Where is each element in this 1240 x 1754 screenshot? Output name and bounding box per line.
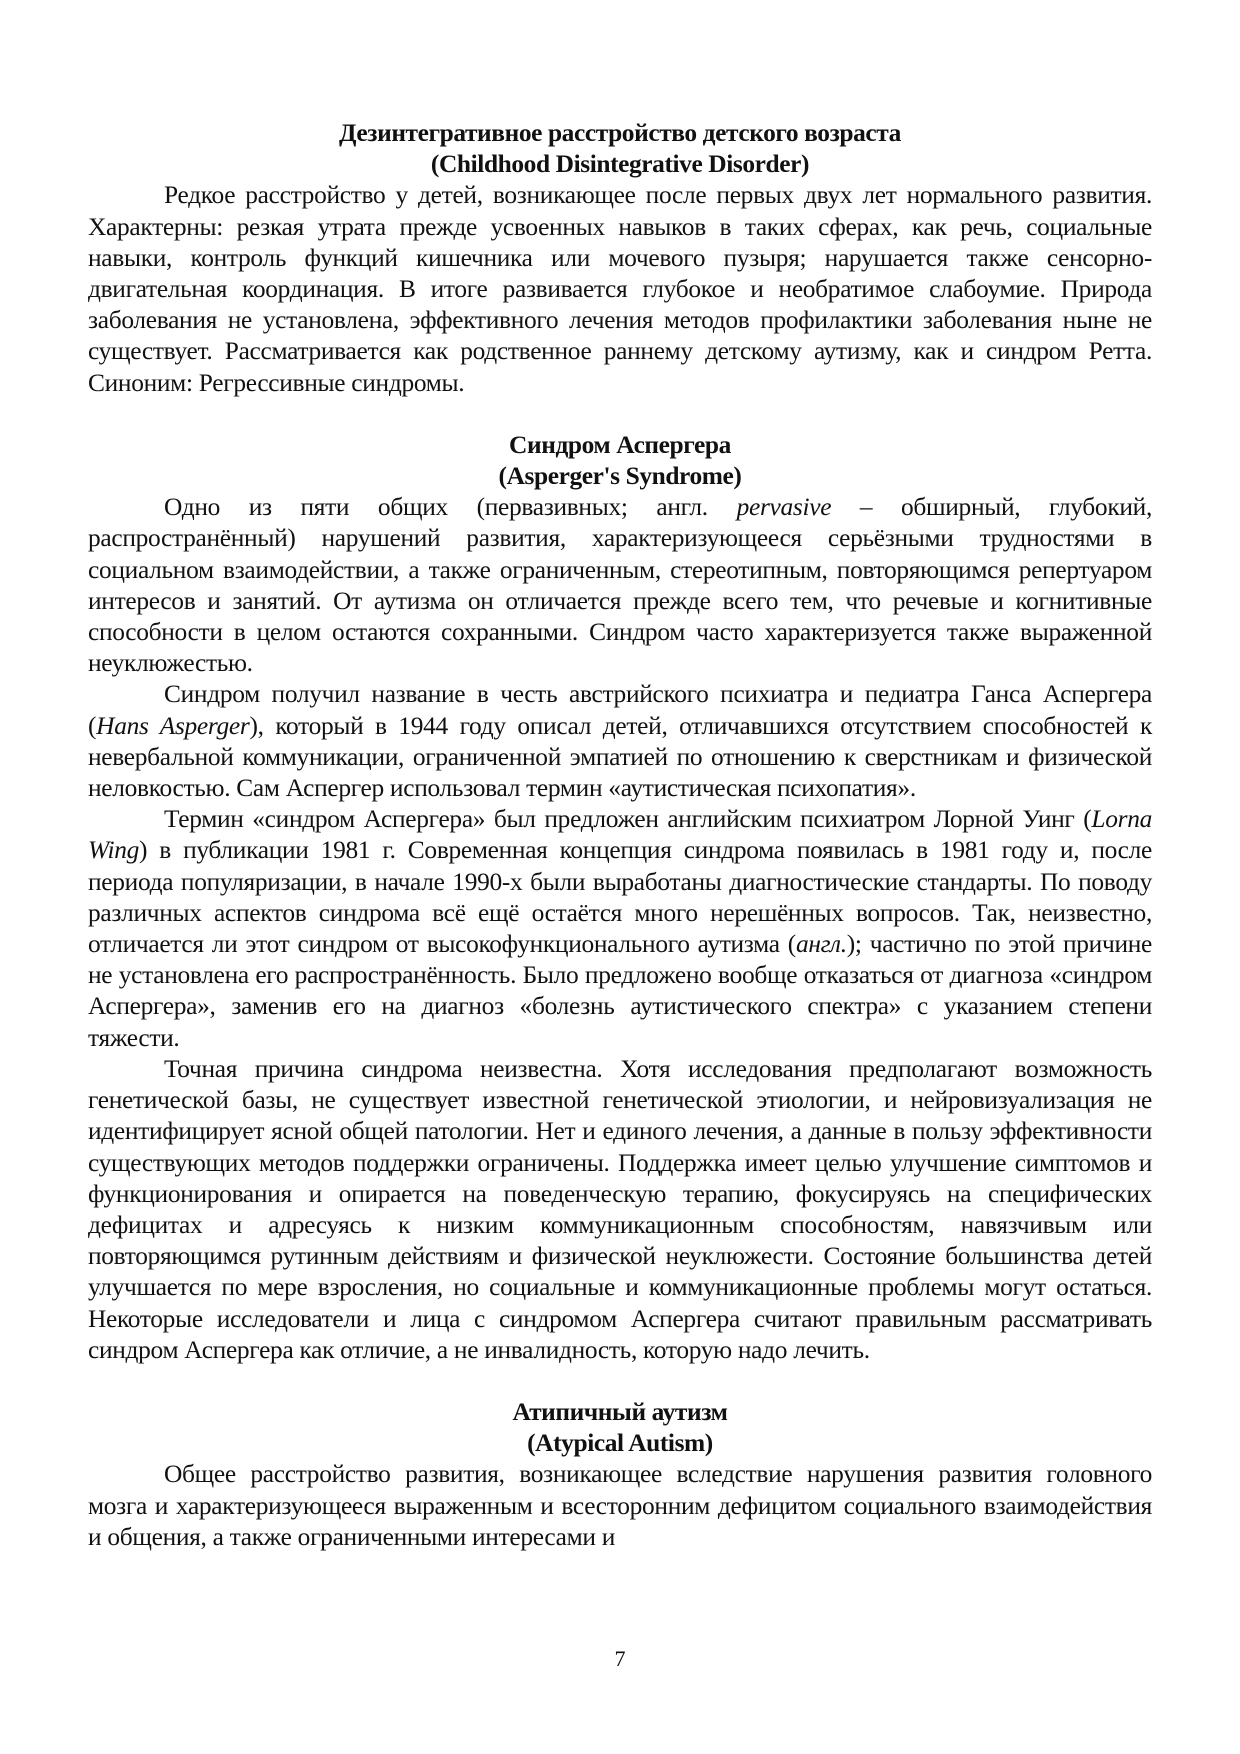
page-number: 7 [614, 1646, 626, 1671]
text-run: Одно из пяти общих (первазивных; англ. [164, 493, 737, 522]
text-run: – обширный, глубокий, распространённый) нарушений развития, характеризующееся серьёзными трудностями в социальном взаимодействии, а также ограниченным, стереотипным, повторяющимся репертуаром интересов и занятий. От аутизма он отличается прежде всего тем, что речевые и когнитивные способности в целом остаются сохранными. Синдром часто характеризуется также выраженной неуклюжестью. [88, 493, 1152, 678]
text-run: Термин «синдром Аспергера» был предложен английским психиатром Лорной Уинг ( [164, 805, 1092, 834]
text-run: ) в публикации 1981 г. Современная концепция синдрома появилась в 1981 году и, после периода популяризации, в начале 1990-х были выработаны диагностические стандарты. По поводу различных аспектов синдрома всё ещё остаётся много нерешённых вопросов. Так, неизвестно, отличается ли этот синдром от высокофункционального аутизма ( [88, 836, 1152, 959]
page-content [88, 118, 1152, 1553]
italic-term: Hans Asperger [96, 711, 250, 740]
paragraph [88, 492, 1152, 679]
section-title: Синдром Аспергера [509, 430, 731, 459]
section-subtitle: (Atypical Autism) [527, 1429, 713, 1458]
italic-term: pervasive [736, 493, 832, 522]
paragraph: Точная причина синдрома неизвестна. Хотя исследования предполагают возможность генетической базы, не существует известной генетической этиологии, и нейровизуализация не идентифицирует ясной общей патологии. Нет и единого лечения, а данные в пользу эффективности существующих методов поддержки ограничены. Поддержка имеет целью улучшение симптомов и функционирования и опирается на поведенческую терапию, фокусируясь на специфических дефицитах и адресуясь к низким коммуникационным способностям, навязчивым или повторяющимся рутинным действиям и физической неуклюжести. Состояние большинства детей улучшается по мере взросления, но социальные и коммуникационные проблемы могут остаться. Некоторые исследователи и лица с синдромом Аспергера считают правильным рассматривать синдром Аспергера как отличие, а не инвалидность, которую надо лечить. [88, 1054, 1152, 1364]
paragraph [88, 804, 1152, 1054]
italic-term: Lorna Wing [88, 805, 1152, 865]
section-childhood-disintegrative-disorder [88, 118, 1152, 399]
section-asperger-syndrome [88, 430, 1152, 1366]
text-run: ), который в 1944 году описал детей, отличавшихся отсутствием способностей к невербальной коммуникации, ограниченной эмпатией по отношению к сверстникам и физической неловкостью. Сам Аспергер использовал термин «аутистическая психопатия». [88, 711, 1152, 803]
italic-term: англ. [795, 930, 847, 959]
paragraph: Редкое расстройство у детей, возникающее после первых двух лет нормального развития. Характерны: резкая утрата прежде усвоенных навыков в таких сферах, как речь, социальные навыки, контроль функций кишечника или мочевого пузыря; нарушается также сенсорно-двигательная координация. В итоге развивается глубокое и необратимое слабоумие. Природа заболевания не установлена, эффективного лечения методов профилактики заболевания ныне не существует. Рассматривается как родственное раннему детскому аутизму, как и синдром Ретта. Синоним: Регрессивные синдромы. [88, 181, 1152, 397]
text-run: Синдром получил название в честь австрийского психиатра и педиатра Ганса Аспергера ( [88, 680, 1152, 740]
section-subtitle: (Asperger's Syndrome) [498, 462, 742, 491]
section-title: Атипичный аутизм [512, 1397, 728, 1426]
section-title: Дезинтегративное расстройство детского возраста [339, 119, 901, 147]
section-atypical-autism [88, 1397, 1152, 1553]
paragraph: Общее расстройство развития, возникающее вследствие нарушения развития головного мозга и характеризующееся выраженным и всесторонним дефицитом социального взаимодействия и общения, а также ограниченными интересами и [88, 1460, 1152, 1551]
paragraph [88, 679, 1152, 804]
section-subtitle: (Childhood Disintegrative Disorder) [430, 150, 810, 179]
text-run: ); частично по этой причине не установлена его распространённость. Было предложено вообще отказаться от диагноза «синдром Аспергера», заменив его на диагноз «болезнь аутистического спектра» с указанием степени тяжести. [88, 930, 1152, 1052]
